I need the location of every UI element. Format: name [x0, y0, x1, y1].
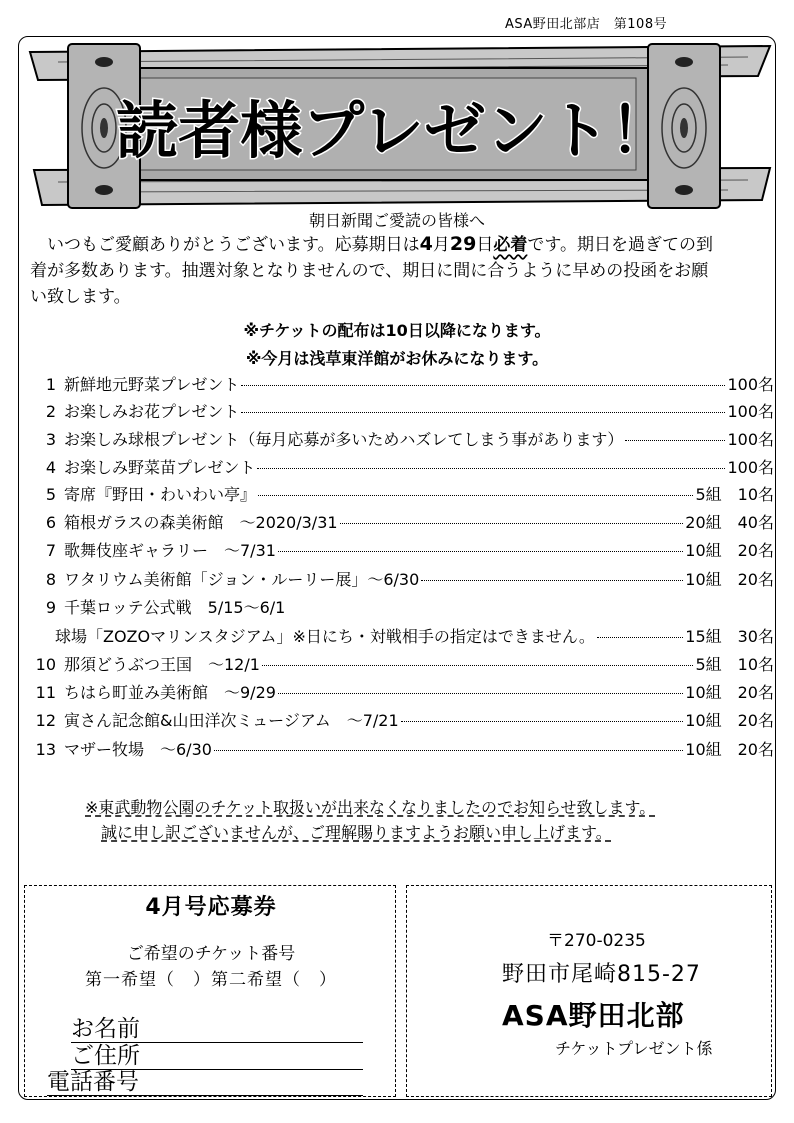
notice-apology: 誠に申し訳ございませんが、ご理解賜りますようお願い申し上げます。 — [101, 823, 612, 842]
deadline-month-unit: 月 — [432, 235, 450, 255]
ticket-quantity: 10組 20名 — [685, 740, 774, 759]
ticket-item — [30, 652, 774, 678]
intro-paragraph — [30, 231, 775, 310]
ticket-quantity: 10組 20名 — [685, 541, 774, 560]
ticket-name: 寅さん記念館&山田洋次ミュージアム ～7/21 — [64, 711, 399, 730]
ticket-quantity: 20組 40名 — [685, 513, 774, 532]
ticket-quantity: 10組 20名 — [685, 570, 774, 589]
leader-dots — [241, 385, 725, 386]
notice-closure: ※今月は浅草東洋館がお休みになります。 — [245, 349, 549, 368]
ticket-number: 1 — [45, 375, 56, 394]
leader-dots — [278, 693, 683, 694]
ticket-number: 8 — [45, 570, 56, 589]
ticket-name: お楽しみお花プレゼント — [64, 402, 240, 421]
mailing-address-box — [406, 885, 772, 1097]
ticket-name: 箱根ガラスの森美術館 ～2020/3/31 — [64, 513, 338, 532]
phone-label: 電話番号 — [47, 1069, 139, 1095]
ticket-number: 9 — [45, 598, 56, 617]
ticket-name: 球場「ZOZOマリンスタジアム」※日にち・対戦相手の指定はできません。 — [55, 627, 595, 646]
ticket-quantity: 15組 30名 — [685, 627, 774, 646]
ticket-item — [30, 595, 774, 621]
ticket-quantity: 100名 — [727, 402, 774, 421]
banner-title: 読者様プレゼント！ — [116, 94, 672, 167]
ticket-quantity: 10組 20名 — [685, 711, 774, 730]
street-address: 野田市尾崎815-27 — [502, 962, 701, 987]
name-label: お名前 — [71, 1016, 140, 1042]
ticket-name: 千葉ロッテ公式戦 5/15～6/1 — [64, 598, 286, 617]
leader-dots — [278, 551, 683, 552]
ticket-number: 2 — [45, 402, 56, 421]
intro-line-2: 着が多数あります。抽選対象となりませんので、期日に間に合うように早めの投函をお願 — [30, 261, 709, 281]
deadline-must: 必着 — [493, 235, 528, 255]
ticket-quantity: 10組 20名 — [685, 683, 774, 702]
ticket-quantity: 100名 — [727, 430, 774, 449]
ticket-number: 7 — [45, 541, 56, 560]
deadline-month: 4 — [419, 233, 433, 255]
notice-distribution: ※チケットの配布は10日以降になります。 — [243, 321, 551, 340]
ticket-name: マザー牧場 ～6/30 — [64, 740, 212, 759]
ticket-name: 寄席『野田・わいわい亭』 — [64, 485, 257, 504]
deadline-day-unit: 日 — [476, 235, 494, 255]
entry-coupon — [24, 885, 396, 1097]
ticket-item — [30, 427, 774, 453]
issue-header: ASA野田北部店 第108号 — [505, 17, 668, 32]
ticket-item — [30, 510, 774, 536]
ticket-item — [30, 708, 774, 734]
coupon-title: 4月号応募券 — [145, 895, 277, 920]
ticket-item — [30, 372, 774, 398]
wooden-sign-banner — [28, 40, 772, 210]
ticket-quantity: 5組 10名 — [695, 655, 774, 674]
ticket-item — [30, 482, 774, 508]
name-field[interactable] — [71, 1017, 363, 1041]
ticket-name: お楽しみ球根プレゼント（毎月応募が多いためハズレてしまう事があります） — [64, 430, 624, 449]
coupon-subtitle: ご希望のチケット番号 — [126, 944, 296, 964]
ticket-number: 12 — [35, 711, 56, 730]
leader-dots — [257, 468, 725, 469]
ticket-item — [30, 680, 774, 706]
postal-code: 〒270-0235 — [547, 931, 646, 951]
ticket-number: 10 — [35, 655, 56, 674]
ticket-number: 13 — [35, 740, 56, 759]
deadline-day: 29 — [449, 233, 477, 255]
leader-dots — [340, 523, 684, 524]
organization-name: ASA野田北部 — [502, 999, 685, 1032]
intro-text-b: です。期日を過ぎての到 — [527, 235, 713, 255]
phone-field[interactable] — [47, 1070, 363, 1094]
intro-text-a: いつもご愛顧ありがとうございます。応募期日は — [47, 235, 420, 255]
ticket-name: お楽しみ野菜苗プレゼント — [64, 458, 256, 477]
ticket-number: 4 — [45, 458, 56, 477]
ticket-item — [30, 455, 774, 481]
ticket-quantity: 5組 10名 — [695, 485, 774, 504]
ticket-item — [30, 399, 774, 425]
leader-dots — [214, 750, 683, 751]
ticket-number: 5 — [45, 485, 56, 504]
leader-dots — [421, 580, 683, 581]
greeting-line: 朝日新聞ご愛読の皆様へ — [308, 211, 485, 230]
phone-underline — [47, 1095, 363, 1096]
department-name: チケットプレゼント係 — [555, 1039, 713, 1058]
ticket-quantity: 100名 — [727, 458, 774, 477]
ticket-item-continuation — [55, 624, 774, 647]
ticket-name: ワタリウム美術館「ジョン・ルーリー展」～6/30 — [64, 570, 420, 589]
ticket-name: 新鮮地元野菜プレゼント — [64, 375, 240, 394]
address-field[interactable] — [71, 1044, 363, 1068]
leader-dots — [262, 665, 694, 666]
ticket-number: 3 — [45, 430, 56, 449]
ticket-name: ちはら町並み美術館 ～9/29 — [64, 683, 276, 702]
coupon-choices: 第一希望（ ）第二希望（ ） — [85, 970, 337, 990]
ticket-number: 6 — [45, 513, 56, 532]
leader-dots — [597, 637, 683, 638]
intro-line-1 — [30, 231, 775, 258]
ticket-name: 那須どうぶつ王国 ～12/1 — [64, 655, 260, 674]
ticket-name: 歌舞伎座ギャラリー ～7/31 — [64, 541, 276, 560]
notice-tobu-zoo: ※東武動物公園のチケット取扱いが出来なくなりましたのでお知らせ致します。 — [85, 798, 656, 817]
ticket-number: 11 — [35, 683, 56, 702]
leader-dots — [401, 721, 684, 722]
ticket-quantity: 100名 — [727, 375, 774, 394]
leader-dots — [241, 412, 725, 413]
ticket-item — [30, 567, 774, 593]
intro-line-3: い致します。 — [30, 287, 131, 307]
ticket-item — [30, 737, 774, 763]
ticket-item — [30, 538, 774, 564]
leader-dots — [258, 495, 693, 496]
address-label: ご住所 — [71, 1043, 140, 1069]
leader-dots — [625, 440, 725, 441]
